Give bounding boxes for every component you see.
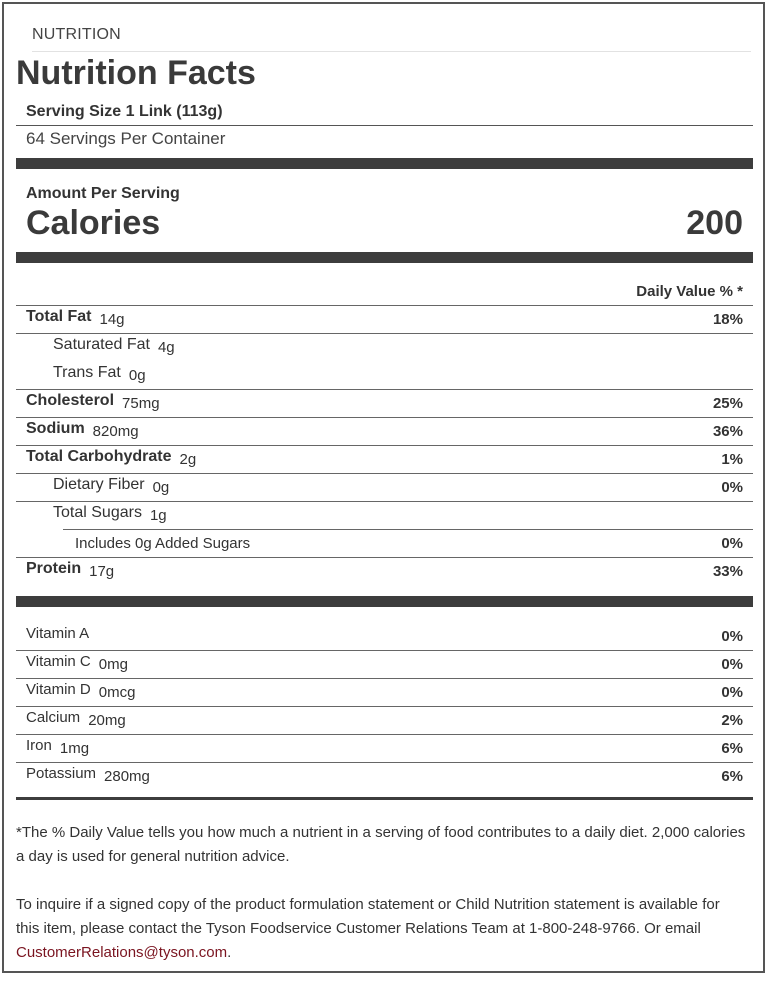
nutrient-amount: 0g [128, 367, 146, 384]
nutrient-amount: 14g [99, 311, 125, 328]
nutrient-name: Saturated Fat 4g [53, 336, 175, 356]
nutrient-name: Protein 17g [26, 560, 115, 580]
nutrition-panel [2, 2, 765, 973]
nutrient-row-dietary-fiber [16, 473, 753, 501]
vitamin-amount: 0mcg [98, 684, 136, 701]
nutrient-name: Dietary Fiber 0g [53, 476, 170, 496]
nutrient-amount: 2g [179, 451, 197, 468]
vitamin-row-vitamin-a [16, 622, 753, 650]
divider [32, 51, 751, 52]
nutrient-percent: 36% [712, 423, 743, 440]
nutrient-amount: 820mg [92, 423, 139, 440]
nutrient-amount: 4g [157, 339, 175, 356]
nutrient-percent: 0% [721, 479, 743, 496]
vitamin-amount: 280mg [104, 768, 150, 785]
nutrient-name: Total Fat 14g [26, 308, 125, 328]
serving-size: Serving Size 1 Link (113g) [26, 103, 223, 120]
servings-per-container: 64 Servings Per Container [26, 129, 226, 148]
nutrient-row-saturated-fat [16, 333, 753, 361]
nutrient-row-total-sugars [16, 501, 753, 529]
vitamin-percent: 0% [721, 628, 743, 645]
nutrient-percent: 0% [721, 535, 743, 552]
nutrient-amount: 1g [149, 507, 167, 524]
nutrient-name: Total Carbohydrate 2g [26, 448, 197, 468]
nutrient-row-sodium [16, 417, 753, 445]
nutrient-row-trans-fat [16, 361, 753, 389]
vitamin-row-iron [16, 734, 753, 762]
nutrient-percent: 25% [712, 395, 743, 412]
vitamin-name: Vitamin D 0mcg [26, 681, 136, 701]
nutrient-percent: 33% [712, 563, 743, 580]
amount-per-serving-label: Amount Per Serving [26, 185, 180, 202]
daily-value-header: Daily Value % * [636, 283, 743, 300]
nutrient-percent: 1% [721, 451, 743, 468]
vitamin-row-calcium [16, 706, 753, 734]
nutrient-name: Includes 0g Added Sugars [75, 535, 251, 552]
email-link[interactable]: CustomerRelations@tyson.com [16, 944, 228, 961]
nutrient-name: Cholesterol 75mg [26, 392, 160, 412]
vitamin-name: Iron 1mg [26, 737, 90, 757]
vitamin-amount: 0mg [98, 656, 128, 673]
nutrient-percent: 18% [712, 311, 743, 328]
vitamin-percent: 6% [721, 768, 743, 785]
nutrient-name: Trans Fat 0g [53, 364, 146, 384]
calories-value: 200 [686, 204, 743, 242]
vitamin-amount: 1mg [59, 740, 90, 757]
calories-label: Calories [26, 204, 161, 242]
nutrient-amount: 75mg [122, 395, 160, 412]
thick-divider [16, 596, 753, 607]
page-title: Nutrition Facts [16, 54, 256, 92]
vitamin-percent: 0% [721, 684, 743, 701]
inquiry-text: To inquire if a signed copy of the product formulation statement or Child Nutrition statement is available for this item, please contact the Tyson Foodservice Customer Relations Team at 1-800-248-9766. Or email CustomerRelations@tyson.com. [16, 896, 720, 961]
nutrient-row-protein [16, 557, 753, 585]
section-label: NUTRITION [32, 26, 121, 43]
nutrient-row-cholesterol [16, 389, 753, 417]
vitamin-row-potassium [16, 762, 753, 790]
thick-divider [16, 252, 753, 263]
nutrient-row-added-sugars [16, 529, 753, 557]
vitamin-percent: 0% [721, 656, 743, 673]
vitamin-amount: 20mg [88, 712, 126, 729]
nutrient-amount: 0g [152, 479, 170, 496]
thick-divider [16, 158, 753, 169]
nutrient-row-total-fat [16, 305, 753, 333]
vitamin-name: Vitamin A [26, 625, 90, 642]
nutrient-amount: 17g [89, 563, 115, 580]
nutrient-name: Sodium 820mg [26, 420, 139, 440]
vitamin-row-vitamin-d [16, 678, 753, 706]
vitamin-percent: 6% [721, 740, 743, 757]
divider [16, 125, 753, 126]
vitamin-name: Potassium 280mg [26, 765, 150, 785]
vitamin-name: Calcium 20mg [26, 709, 126, 729]
vitamin-row-vitamin-c [16, 650, 753, 678]
nutrient-name: Total Sugars 1g [53, 504, 167, 524]
daily-value-footnote: *The % Daily Value tells you how much a nutrient in a serving of food contributes to a daily diet. 2,000 calories a day is used for general nutrition advice. [16, 824, 746, 865]
nutrient-row-total-carbohydrate [16, 445, 753, 473]
vitamin-percent: 2% [721, 712, 743, 729]
bottom-divider [16, 797, 753, 800]
vitamin-name: Vitamin C 0mg [26, 653, 128, 673]
